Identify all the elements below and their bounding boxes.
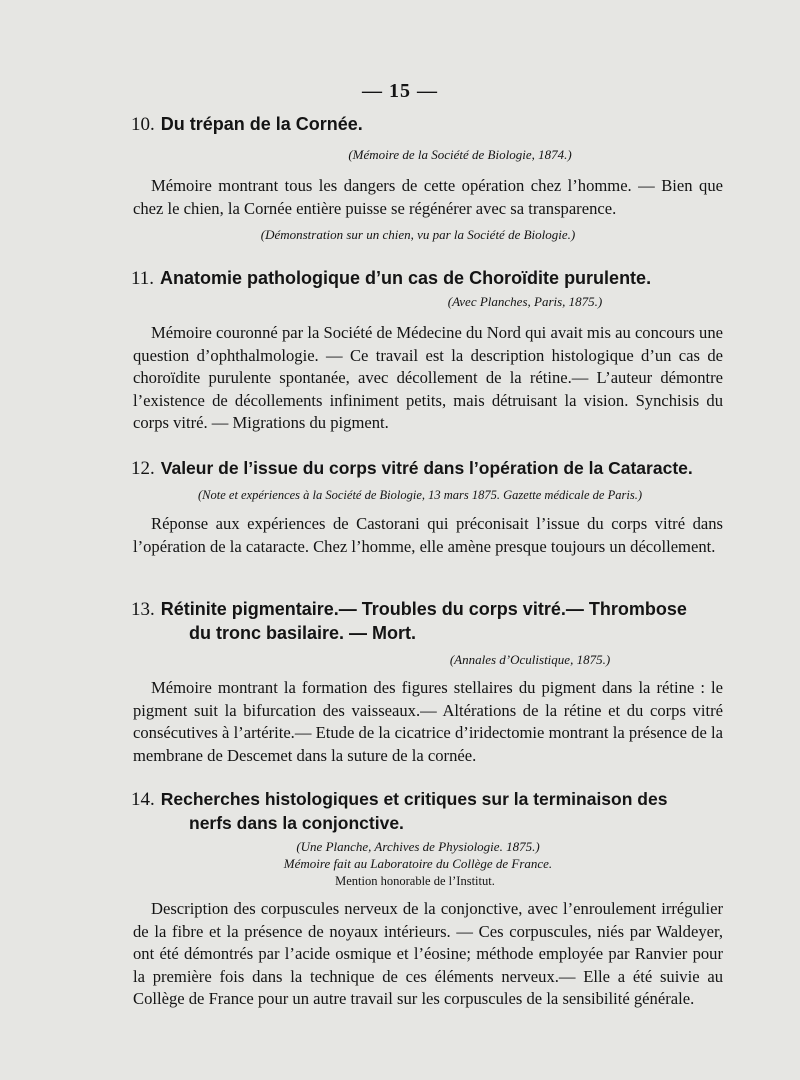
entry-10-title: Du trépan de la Cornée.: [160, 114, 363, 134]
entry-14-body: Description des corpuscules nerveux de la conjonctive, avec l’enroulement irrégulier de la fibre et la présence de noyaux intérieurs. — Ces corpuscules, niés par Waldeyer, ont été démontrés par l’acide osmique et l’éosine; méthode employée par Ranvier pour la première fois dans la technique de ces éléments nerveux.— Elle a été suivie au Collège de France pour un autre travail sur les corpuscules de la sensibilité générale.: [133, 899, 723, 1009]
entry-14-title-continued: nerfs dans la conjonctive.: [189, 813, 404, 833]
entry-11-title: Anatomie pathologique d’un cas de Choroïdite purulente.: [160, 268, 652, 288]
entry-14-citation-2: [0, 855, 800, 873]
entry-14-citation-text-2: Mémoire fait au Laboratoire du Collège de France.: [283, 856, 553, 871]
entry-12-title: Valeur de l’issue du corps vitré dans l’opération de la Cataracte.: [160, 458, 693, 478]
entry-11-citation-text: (Avec Planches, Paris, 1875.): [447, 294, 603, 309]
entry-12-citation: [0, 486, 800, 504]
entry-14-number: 14.: [131, 789, 155, 810]
page-number: — 15 —: [362, 80, 438, 102]
entry-13-title-continued: du tronc basilaire. — Mort.: [189, 623, 417, 643]
entry-13-body: Mémoire montrant la formation des figures stellaires du pigment dans la rétine : le pigment suit la bifurcation des vaisseaux.— Altérations de la rétine et du corps vitré consécutives à l’artérite.— Etude de la cicatrice d’iridectomie montrant la présence de la membrane de Descemet dans la suture de la cornée.: [133, 678, 723, 765]
entry-12-number: 12.: [131, 458, 155, 479]
entry-12-heading: [131, 456, 730, 481]
entry-11-body: Mémoire couronné par la Société de Médecine du Nord qui avait mis au concours une question d’ophthalmologie. — Ce travail est la description histologique d’un cas de choroïdite purulente spontanée, avec décollement de la rétine.— L’auteur démontre l’existence de décollements infiniment petits, mais détruisant la vision. Synchisis du corps vitré. — Migrations du pigment.: [133, 323, 723, 433]
entry-14-title: Recherches histologiques et critiques sur la terminaison des: [160, 789, 668, 809]
entry-13-citation-text: (Annales d’Oculistique, 1875.): [449, 652, 611, 667]
entry-12-body: Réponse aux expériences de Castorani qui préconisait l’issue du corps vitré dans l’opération de la cataracte. Chez l’homme, elle amène presque toujours un décollement.: [133, 514, 723, 556]
entry-10-citation: [0, 146, 800, 164]
entry-10-body: Mémoire montrant tous les dangers de cette opération chez l’homme. — Bien que chez le chien, la Cornée entière puisse se régénérer avec sa transparence.: [133, 176, 723, 218]
entry-10-heading: [131, 112, 730, 137]
entry-14-citation-text-1: (Une Planche, Archives de Physiologie. 1875.): [296, 839, 540, 854]
entry-11-number: 11.: [131, 268, 155, 289]
entry-13-number: 13.: [131, 599, 155, 620]
entry-13-heading: [131, 597, 730, 622]
entry-14-citation-1: [0, 838, 800, 856]
entry-12-citation-text: (Note et expériences à la Société de Biologie, 13 mars 1875. Gazette médicale de Paris.): [198, 488, 642, 502]
entry-14-heading: [131, 787, 730, 812]
entry-14-citation-3: Mention honorable de l’Institut.: [335, 874, 495, 888]
entry-10-note-text: (Démonstration sur un chien, vu par la Société de Biologie.): [260, 227, 576, 242]
entry-10-number: 10.: [131, 114, 155, 135]
entry-11-citation: [0, 293, 800, 311]
entry-13-title: Rétinite pigmentaire.— Troubles du corps vitré.— Thrombose: [160, 599, 687, 619]
entry-10-note: [0, 226, 800, 244]
entry-10-citation-text: (Mémoire de la Société de Biologie, 1874.): [348, 147, 572, 162]
entry-13-citation: [0, 651, 800, 669]
entry-11-heading: [131, 266, 730, 291]
